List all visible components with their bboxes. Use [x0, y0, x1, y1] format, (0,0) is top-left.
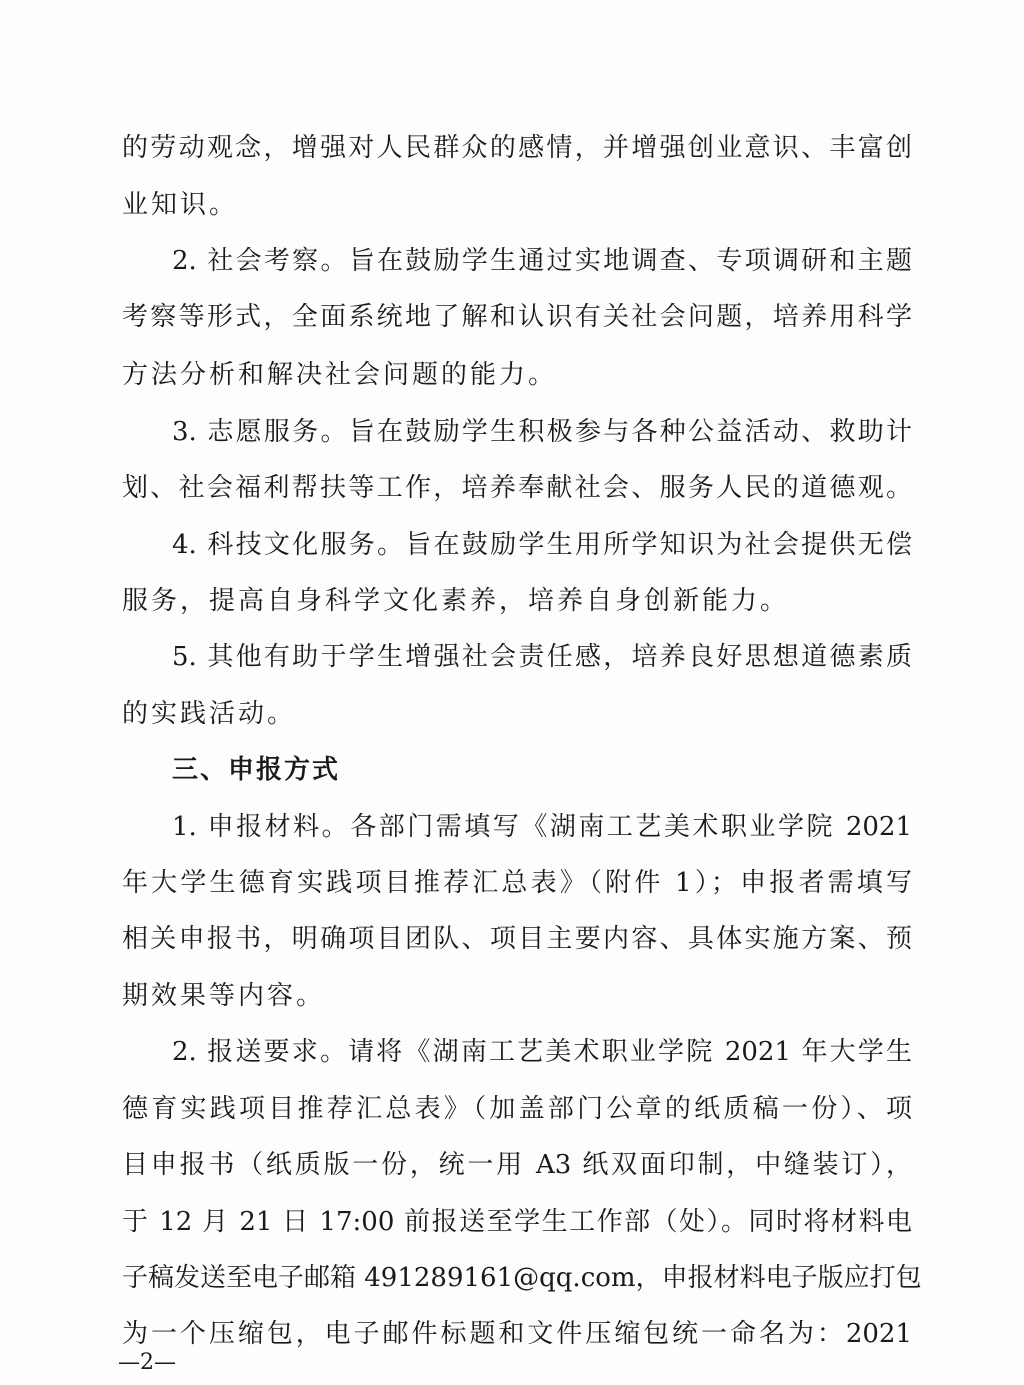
- page-number: —2—: [118, 1350, 176, 1375]
- body-line: 期效果等内容。: [122, 981, 326, 1011]
- body-line: 相关申报书，明确项目团队、项目主要内容、具体实施方案、预: [122, 924, 912, 954]
- list-item-other-activities: 5. 其他有助于学生增强社会责任感，培养良好思想道德素质: [172, 642, 912, 672]
- body-line: 的实践活动。: [122, 699, 297, 729]
- body-line: 年大学生德育实践项目推荐汇总表》（附件 1）；申报者需填写: [122, 868, 912, 898]
- body-line: 于 12 月 21 日 17:00 前报送至学生工作部（处）。同时将材料电: [122, 1207, 912, 1237]
- body-line: 德育实践项目推荐汇总表》（加盖部门公章的纸质稿一份）、项: [122, 1094, 912, 1124]
- body-line: 的劳动观念，增强对人民群众的感情，并增强创业意识、丰富创: [122, 133, 912, 163]
- body-line: 业知识。: [122, 190, 239, 220]
- list-item-volunteer-service: 3. 志愿服务。旨在鼓励学生积极参与各种公益活动、救助计: [172, 417, 912, 447]
- body-line: 方法分析和解决社会问题的能力。: [122, 360, 558, 390]
- list-item-social-survey: 2. 社会考察。旨在鼓励学生通过实地调查、专项调研和主题: [172, 246, 912, 276]
- list-item-submission-requirements: 2. 报送要求。请将《湖南工艺美术职业学院 2021 年大学生: [172, 1037, 912, 1067]
- body-line: 划、社会福利帮扶等工作，培养奉献社会、服务人民的道德观。: [122, 473, 912, 503]
- section-heading: 三、申报方式: [172, 755, 341, 785]
- body-line: 考察等形式，全面系统地了解和认识有关社会问题，培养用科学: [122, 302, 912, 332]
- body-line: 服务，提高自身科学文化素养，培养自身创新能力。: [122, 586, 790, 616]
- body-line: 目申报书（纸质版一份，统一用 A3 纸双面印制，中缝装订），: [122, 1150, 912, 1180]
- list-item-tech-culture-service: 4. 科技文化服务。旨在鼓励学生用所学知识为社会提供无偿: [172, 530, 912, 560]
- body-line: 子稿发送至电子邮箱 491289161@qq.com，申报材料电子版应打包: [122, 1263, 922, 1293]
- body-line: 为一个压缩包，电子邮件标题和文件压缩包统一命名为：2021: [122, 1319, 912, 1349]
- list-item-application-materials: 1. 申报材料。各部门需填写《湖南工艺美术职业学院 2021: [172, 812, 912, 842]
